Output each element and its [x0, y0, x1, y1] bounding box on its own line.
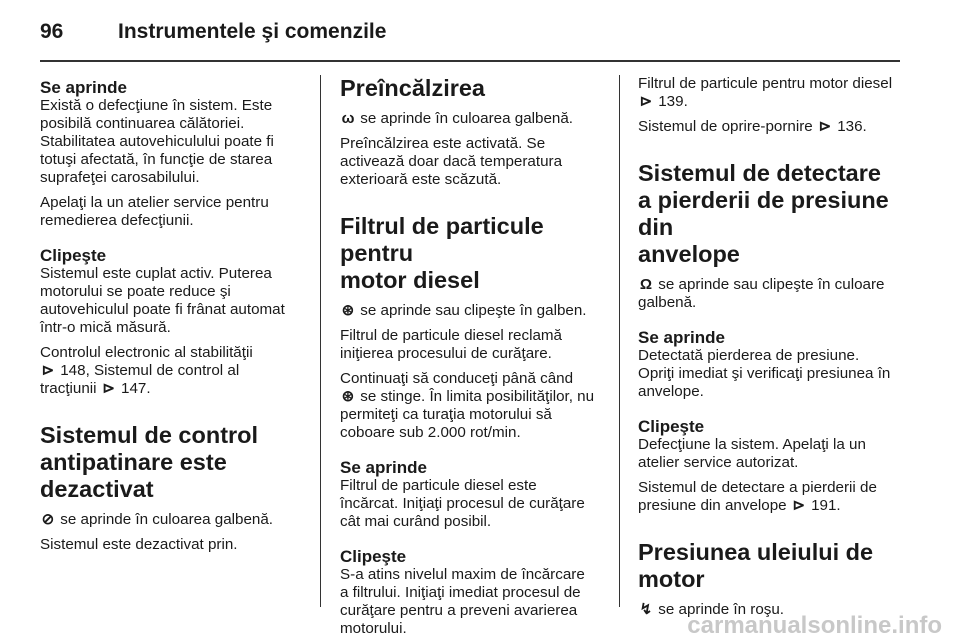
- column-1: [40, 78, 312, 554]
- paragraph: ⊛ se aprinde sau clipeşte în galben.: [341, 302, 587, 319]
- glow-plug-icon: ω: [341, 110, 355, 127]
- section-title: Filtrul de particule pentru motor diesel: [340, 213, 544, 293]
- paragraph: Există o defecţiune în sistem. Este posibilă continuarea călătoriei. Stabilitatea autovehiculului poate fi totuşi afectată, în funcţie de starea suprafeţei carosabilului.: [40, 97, 274, 186]
- column-3: [638, 75, 904, 619]
- watermark: carmanualsonline.info: [687, 612, 942, 639]
- paragraph: Detectată pierderea de presiune. Opriţi imediat şi verificaţi presiunea în anvelope.: [638, 347, 891, 400]
- subheading-se-aprinde: Se aprinde: [638, 328, 725, 347]
- paragraph: Sistemul este cuplat activ. Puterea motorului se poate reduce şi autovehiculul poate fi frânat automat într-o mică măsură.: [40, 265, 285, 336]
- paragraph: Filtrul de particule diesel reclamă iniţierea procesului de curăţare.: [340, 327, 562, 362]
- section-title: Sistemul de control antipatinare este dezactivat: [40, 422, 259, 502]
- chapter-title: Instrumentele şi comenzile: [118, 20, 387, 43]
- dpf-icon: ⊛: [341, 388, 355, 405]
- column-divider-2: [619, 75, 620, 607]
- paragraph: Sistemul este dezactivat prin.: [40, 536, 238, 553]
- paragraph: Continuaţi să conduceţi până când ⊛ se stinge. În limita posibilităţilor, nu permiteţi ca turaţia motorului să coboare sub 2.000 rot/min.: [340, 370, 595, 441]
- tpms-icon: Ω: [639, 276, 653, 293]
- column-divider-1: [320, 75, 321, 607]
- dpf-icon: ⊛: [341, 302, 355, 319]
- section-title: Preîncălzirea: [340, 75, 486, 101]
- ref-arrow-icon[interactable]: ⊳: [818, 118, 832, 135]
- section-title: Presiunea uleiului de motor: [638, 539, 874, 592]
- oil-can-icon: ↯: [639, 601, 653, 618]
- paragraph: Controlul electronic al stabilităţii ⊳ 148, Sistemul de control al tracţiunii ⊳ 147.: [40, 344, 253, 397]
- paragraph: Sistemul de detectare a pierderii de presiune din anvelope ⊳ 191.: [638, 479, 877, 514]
- ref-arrow-icon[interactable]: ⊳: [792, 497, 806, 514]
- subheading-clipeste: Clipeşte: [638, 417, 705, 436]
- ref-arrow-icon[interactable]: ⊳: [639, 93, 653, 110]
- paragraph: Preîncălzirea este activată. Se activează doar dacă temperatura exterioară este scăzută.: [340, 135, 563, 188]
- paragraph: Apelaţi la un atelier service pentru remedierea defecţiunii.: [40, 194, 269, 229]
- paragraph: Filtrul de particule pentru motor diesel ⊳ 139.: [638, 75, 893, 110]
- header-rule: [40, 60, 900, 62]
- paragraph: Ω se aprinde sau clipeşte în culoare galbenă.: [638, 276, 885, 311]
- paragraph: Sistemul de oprire-pornire ⊳ 136.: [638, 118, 867, 135]
- paragraph: ↯ se aprinde în roşu.: [639, 601, 785, 618]
- ref-arrow-icon[interactable]: ⊳: [102, 380, 116, 397]
- subheading-clipeste: Clipeşte: [40, 246, 107, 265]
- paragraph: ⊘ se aprinde în culoarea galbenă.: [41, 511, 274, 528]
- subheading-se-aprinde: Se aprinde: [340, 458, 427, 477]
- paragraph: Filtrul de particule diesel este încărcat. Iniţiaţi procesul de curăţare cât mai curând posibil.: [340, 477, 585, 530]
- tc-off-icon: ⊘: [41, 511, 55, 528]
- ref-arrow-icon[interactable]: ⊳: [41, 362, 55, 379]
- subheading-clipeste: Clipeşte: [340, 547, 407, 566]
- subheading-se-aprinde: Se aprinde: [40, 78, 127, 97]
- paragraph: S-a atins nivelul maxim de încărcare a filtrului. Iniţiaţi imediat procesul de curăţare pentru a preveni avarierea motorului.: [340, 566, 585, 637]
- paragraph: Defecţiune la sistem. Apelaţi la un atelier service autorizat.: [638, 436, 866, 471]
- paragraph: ω se aprinde în culoarea galbenă.: [341, 110, 574, 127]
- column-2: [340, 75, 608, 638]
- page-number: 96: [40, 20, 64, 43]
- section-title: Sistemul de detectare a pierderii de presiune din anvelope: [638, 160, 889, 267]
- page-header: [40, 16, 900, 54]
